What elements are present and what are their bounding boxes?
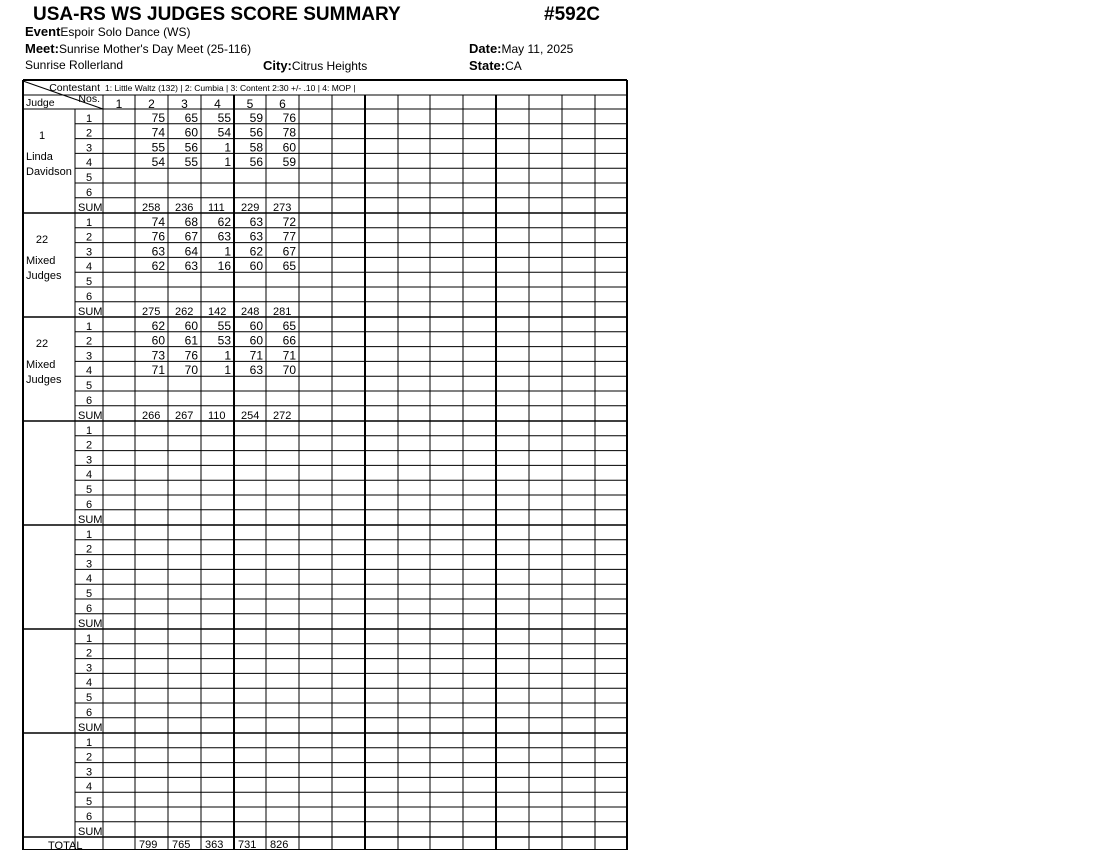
score-cell: 59 <box>249 110 263 125</box>
score-cell: 60 <box>282 140 296 155</box>
score-cell: 62 <box>249 244 263 259</box>
row-number: 4 <box>85 157 93 170</box>
score-cell: 62 <box>151 318 165 333</box>
sum-label: SUM <box>78 722 103 734</box>
score-cell: 75 <box>151 110 165 125</box>
total-cell: 363 <box>205 839 224 850</box>
score-cell: 64 <box>184 244 198 259</box>
score-cell: 55 <box>217 318 231 333</box>
row-number: 6 <box>85 602 93 615</box>
contestant-header: Contestant <box>49 82 100 94</box>
sum-cell: 236 <box>175 202 194 214</box>
date-value: May 11, 2025 <box>501 42 574 56</box>
score-cell: 77 <box>282 229 296 244</box>
sum-label: SUM <box>78 514 103 526</box>
score-cell: 67 <box>282 244 296 259</box>
score-cell: 54 <box>151 155 165 170</box>
sum-cell: 281 <box>273 306 292 318</box>
row-number: 4 <box>85 365 93 378</box>
score-cell: 60 <box>249 318 263 333</box>
score-cell: 63 <box>184 259 198 274</box>
row-number: 2 <box>85 335 93 348</box>
score-cell: 76 <box>282 110 296 125</box>
contestant-number: 6 <box>279 97 286 111</box>
sum-cell: 258 <box>142 202 161 214</box>
row-number: 2 <box>85 751 93 764</box>
row-number: 1 <box>85 112 93 125</box>
nos-header: Nos. <box>78 93 100 105</box>
score-cell: 70 <box>282 363 296 378</box>
date-label: Date: <box>469 41 502 56</box>
score-cell: 1 <box>224 155 231 170</box>
score-cell: 60 <box>184 318 198 333</box>
row-number: 3 <box>85 454 93 467</box>
score-cell: 63 <box>217 229 231 244</box>
row-number: 5 <box>85 484 93 496</box>
score-cell: 60 <box>151 333 165 348</box>
row-number: 1 <box>85 424 93 437</box>
sum-cell: 262 <box>175 306 194 318</box>
score-cell: 54 <box>217 125 231 140</box>
judge-header: Judge <box>26 97 55 109</box>
score-cell: 74 <box>151 214 165 229</box>
score-cell: 56 <box>249 155 263 170</box>
score-cell: 60 <box>249 333 263 348</box>
city-label: City: <box>263 58 292 73</box>
score-cell: 53 <box>217 333 231 348</box>
score-cell: 63 <box>151 244 165 259</box>
sum-label: SUM <box>78 618 103 630</box>
contestant-number: 1 <box>115 97 123 111</box>
contestant-number: 2 <box>148 97 155 111</box>
score-cell: 58 <box>249 140 263 155</box>
row-number: 5 <box>85 276 93 288</box>
row-number: 5 <box>85 380 93 392</box>
score-cell: 59 <box>282 155 296 170</box>
sum-cell: 272 <box>273 410 292 422</box>
row-number: 5 <box>85 796 93 808</box>
contestant-number: 5 <box>246 97 254 111</box>
row-number: 5 <box>85 172 93 184</box>
judge-number: 22 <box>35 234 49 246</box>
score-cell: 65 <box>282 259 296 274</box>
score-cell: 67 <box>184 229 198 244</box>
score-cell: 72 <box>282 214 296 229</box>
row-number: 3 <box>85 350 93 363</box>
score-cell: 76 <box>151 229 165 244</box>
meet-label: Meet: <box>25 41 59 56</box>
sum-label: SUM <box>78 202 103 214</box>
score-cell: 71 <box>151 363 165 378</box>
row-number: 2 <box>85 439 93 452</box>
city-value: Citrus Heights <box>291 59 368 73</box>
sum-label: SUM <box>78 826 103 838</box>
event-label: Event <box>25 24 61 39</box>
sum-cell: 111 <box>208 202 225 214</box>
score-cell: 55 <box>217 110 231 125</box>
sum-cell: 254 <box>241 410 260 422</box>
state-value: CA <box>505 59 522 73</box>
rink-name: Sunrise Rollerland <box>25 58 124 72</box>
sum-label: SUM <box>78 306 103 318</box>
score-cell: 66 <box>282 333 296 348</box>
score-cell: 60 <box>249 259 263 274</box>
score-cell: 1 <box>224 244 231 259</box>
judge-name: Mixed <box>26 359 56 371</box>
score-cell: 74 <box>151 125 165 140</box>
event-value: Espoir Solo Dance (WS) <box>60 25 191 39</box>
row-number: 2 <box>85 127 93 140</box>
score-cell: 65 <box>282 318 296 333</box>
score-cell: 56 <box>184 140 198 155</box>
sum-label: SUM <box>78 410 103 422</box>
row-number: 3 <box>85 766 93 779</box>
state-label: State: <box>469 58 506 73</box>
row-number: 6 <box>85 810 93 823</box>
total-cell: 765 <box>172 839 191 850</box>
row-number: 2 <box>85 231 93 244</box>
sum-cell: 267 <box>175 410 194 422</box>
score-cell: 61 <box>184 333 198 348</box>
row-number: 4 <box>85 261 93 274</box>
row-number: 2 <box>85 543 93 556</box>
row-number: 4 <box>85 677 93 690</box>
row-number: 5 <box>85 692 93 704</box>
total-cell: 826 <box>270 839 289 850</box>
score-cell: 56 <box>249 125 263 140</box>
sum-cell: 248 <box>241 306 260 318</box>
row-number: 6 <box>85 186 93 199</box>
event-legend: 1: Little Waltz (132) | 2: Cumbia | 3: Content 2:30 +/- .10 | 4: MOP | <box>105 83 356 93</box>
row-number: 6 <box>85 290 93 303</box>
score-cell: 73 <box>151 348 165 363</box>
judge-name: Mixed <box>26 255 56 267</box>
total-cell: 731 <box>238 839 257 850</box>
row-number: 1 <box>85 528 93 541</box>
row-number: 3 <box>85 662 93 675</box>
page-title: USA-RS WS JUDGES SCORE SUMMARY <box>33 4 401 25</box>
row-number: 4 <box>85 573 93 586</box>
score-cell: 60 <box>184 125 198 140</box>
judge-name: Judges <box>26 270 62 282</box>
score-cell: 63 <box>249 214 263 229</box>
row-number: 3 <box>85 142 93 155</box>
row-number: 4 <box>85 469 93 482</box>
row-number: 6 <box>85 706 93 719</box>
row-number: 4 <box>85 781 93 794</box>
total-label: TOTAL <box>48 840 83 850</box>
row-number: 1 <box>85 632 93 645</box>
score-cell: 1 <box>224 140 231 155</box>
sum-cell: 229 <box>241 202 260 214</box>
score-cell: 55 <box>184 155 198 170</box>
sum-cell: 142 <box>208 306 227 318</box>
score-cell: 68 <box>184 214 198 229</box>
judge-number: 22 <box>35 338 49 350</box>
score-cell: 78 <box>282 125 296 140</box>
contestant-number: 3 <box>181 97 188 111</box>
score-cell: 55 <box>151 140 165 155</box>
total-cell: 799 <box>139 839 158 850</box>
sum-cell: 273 <box>273 202 292 214</box>
row-number: 6 <box>85 394 93 407</box>
score-cell: 63 <box>249 363 263 378</box>
score-cell: 71 <box>249 348 263 363</box>
score-cell: 65 <box>184 110 198 125</box>
judge-name: Davidson <box>26 166 72 178</box>
row-number: 5 <box>85 588 93 600</box>
score-cell: 62 <box>151 259 165 274</box>
contestant-number: 4 <box>214 97 221 111</box>
row-number: 2 <box>85 647 93 660</box>
row-number: 6 <box>85 498 93 511</box>
form-number: #592C <box>544 4 600 25</box>
judge-name: Linda <box>26 151 53 163</box>
row-number: 3 <box>85 558 93 571</box>
row-number: 1 <box>85 320 93 333</box>
sum-cell: 275 <box>142 306 161 318</box>
meet-value: Sunrise Mother's Day Meet (25-116) <box>58 42 252 56</box>
judge-name: Judges <box>26 374 62 386</box>
score-cell: 1 <box>224 348 231 363</box>
row-number: 3 <box>85 246 93 259</box>
sum-cell: 110 <box>208 410 226 422</box>
score-cell: 62 <box>217 214 231 229</box>
score-cell: 71 <box>282 348 296 363</box>
score-cell: 1 <box>224 363 231 378</box>
judge-number: 1 <box>38 130 46 142</box>
score-cell: 76 <box>184 348 198 363</box>
row-number: 1 <box>85 736 93 749</box>
sum-cell: 266 <box>142 410 161 422</box>
row-number: 1 <box>85 216 93 229</box>
score-cell: 70 <box>184 363 198 378</box>
score-cell: 63 <box>249 229 263 244</box>
score-cell: 16 <box>217 259 231 274</box>
